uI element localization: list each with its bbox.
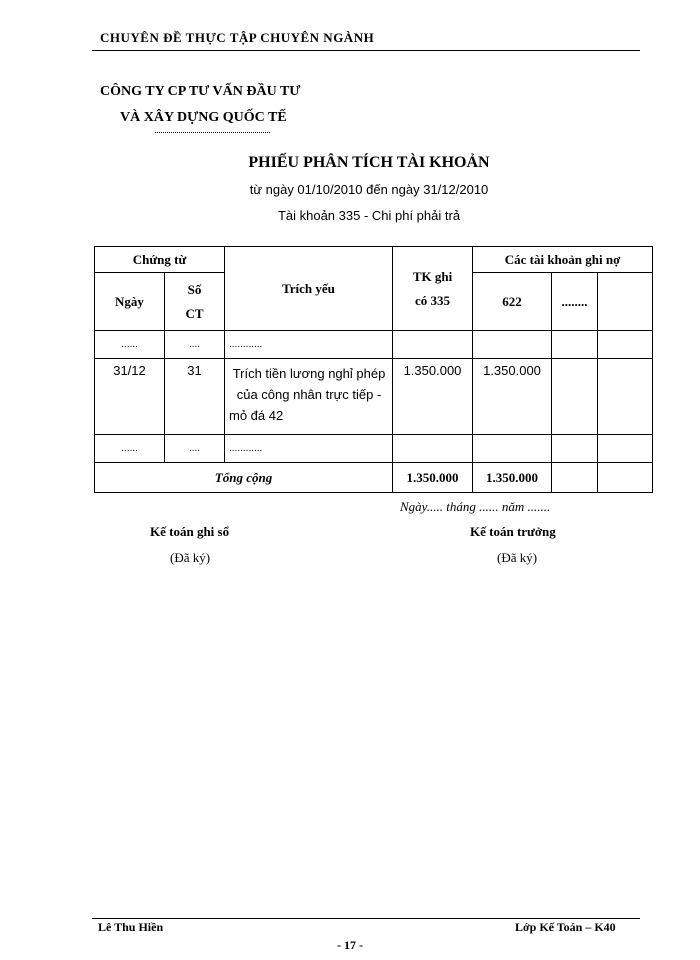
footer-author: Lê Thu Hiền bbox=[98, 920, 164, 934]
row-credit bbox=[393, 435, 473, 463]
header-title: CHUYÊN ĐỀ THỰC TẬP CHUYÊN NGÀNH bbox=[100, 30, 375, 45]
row-credit bbox=[393, 331, 473, 359]
header-voucher: Chứng từ bbox=[95, 247, 225, 273]
header-number bbox=[165, 273, 225, 331]
chief-accountant-signed-note: (Đã ký) bbox=[497, 550, 538, 565]
header-number-line2: CT bbox=[185, 305, 204, 321]
table-header-row bbox=[95, 247, 653, 273]
row-date: 31/12 bbox=[95, 359, 165, 435]
row-debit-other bbox=[552, 359, 598, 435]
bookkeeper-title: Kế toán ghi sổ bbox=[150, 524, 230, 539]
company-underline bbox=[155, 132, 270, 133]
total-debit-blank bbox=[598, 463, 653, 493]
row-date: ...... bbox=[95, 435, 165, 463]
row-debit-622 bbox=[473, 331, 552, 359]
company-name-line1: CÔNG TY CP TƯ VẤN ĐẦU TƯ bbox=[100, 84, 301, 99]
row-debit-blank bbox=[598, 331, 653, 359]
total-label: Tổng cộng bbox=[95, 463, 393, 493]
row-debit-blank bbox=[598, 435, 653, 463]
table-row bbox=[95, 359, 653, 435]
header-description: Trích yếu bbox=[225, 247, 393, 331]
footer-divider bbox=[92, 918, 640, 919]
bookkeeper-signed-note: (Đã ký) bbox=[170, 550, 211, 565]
row-description: ............ bbox=[225, 331, 393, 359]
row-debit-622 bbox=[473, 435, 552, 463]
account-label: Tài khoản 335 - Chi phí phải trả bbox=[277, 208, 461, 223]
header-debit-blank bbox=[598, 273, 653, 331]
table-row bbox=[95, 331, 653, 359]
chief-accountant-title: Kế toán trưởng bbox=[470, 524, 556, 539]
company-name-line2: VÀ XÂY DỰNG QUỐC TẾ bbox=[120, 110, 287, 125]
row-date: ...... bbox=[95, 331, 165, 359]
table-total-row bbox=[95, 463, 653, 493]
header-date: Ngày bbox=[95, 273, 165, 331]
page-number: - 17 - bbox=[337, 938, 363, 952]
header-debit-622: 622 bbox=[473, 273, 552, 331]
row-debit-622: 1.350.000 bbox=[473, 359, 552, 435]
row-description: Trích tiền lương nghỉ phép của công nhân trực tiếp - mỏ đá 42 bbox=[225, 359, 393, 435]
header-credit-335 bbox=[393, 247, 473, 331]
row-number: .... bbox=[165, 331, 225, 359]
date-range: từ ngày 01/10/2010 đến ngày 31/12/2010 bbox=[249, 182, 489, 197]
header-debit-accounts: Các tài khoản ghi nợ bbox=[473, 247, 653, 273]
account-analysis-table bbox=[94, 246, 653, 493]
row-debit-blank bbox=[598, 359, 653, 435]
header-debit-other: ........ bbox=[552, 273, 598, 331]
total-debit-622: 1.350.000 bbox=[473, 463, 552, 493]
header-divider bbox=[92, 50, 640, 51]
row-description: ............ bbox=[225, 435, 393, 463]
document-title: PHIẾU PHÂN TÍCH TÀI KHOẢN bbox=[248, 154, 490, 171]
total-debit-other bbox=[552, 463, 598, 493]
header-credit-line1: TK ghi bbox=[412, 268, 453, 284]
footer-class: Lớp Kế Toán – K40 bbox=[515, 920, 616, 934]
signature-date-line: Ngày..... tháng ...... năm ....... bbox=[400, 499, 551, 514]
row-debit-other bbox=[552, 435, 598, 463]
header-number-line1: Số bbox=[187, 281, 202, 297]
total-credit: 1.350.000 bbox=[393, 463, 473, 493]
table-row bbox=[95, 435, 653, 463]
row-credit: 1.350.000 bbox=[393, 359, 473, 435]
row-number: 31 bbox=[165, 359, 225, 435]
row-number: .... bbox=[165, 435, 225, 463]
row-debit-other bbox=[552, 331, 598, 359]
header-credit-line2: có 335 bbox=[414, 292, 451, 308]
